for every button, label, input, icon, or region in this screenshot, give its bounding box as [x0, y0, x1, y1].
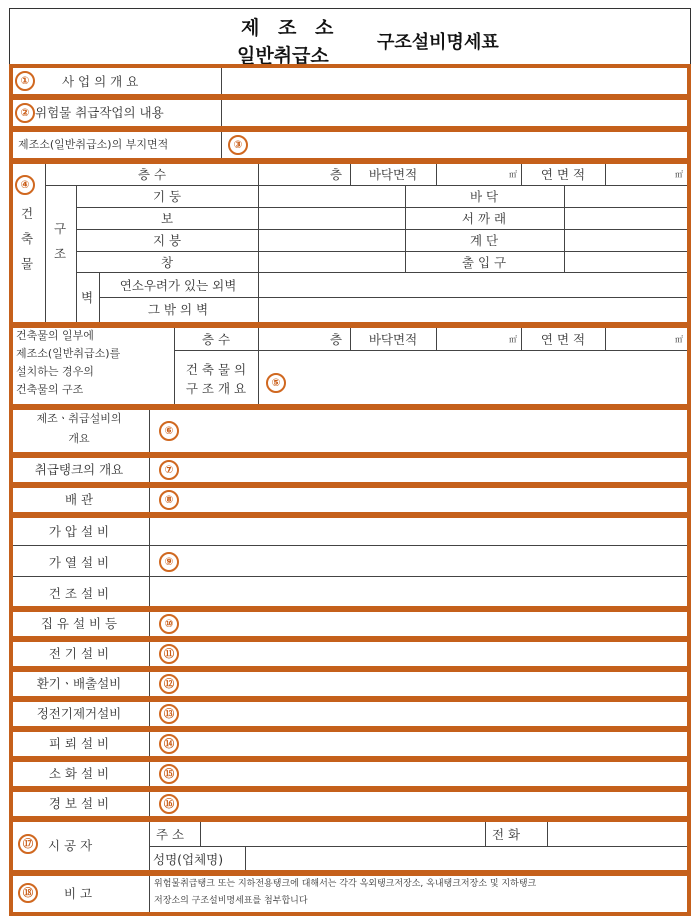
side-label-building-2: 축: [21, 231, 34, 246]
label-wall: 벽: [81, 290, 94, 305]
label-fire-extinguishing: 소 화 설 비: [48, 766, 110, 781]
label-equipment-1: 제조ㆍ취급설비의: [36, 412, 122, 425]
marker-10: ⑩: [159, 614, 179, 634]
marker-15: ⑮: [159, 764, 179, 784]
label-floor-area: 바닥면적: [368, 167, 418, 182]
unit-floor: 층: [330, 167, 343, 182]
label-lightning: 피 뢰 설 비: [48, 736, 110, 751]
marker-12: ⑫: [159, 674, 179, 694]
label-work-content: 위험물 취급작업의 내용: [35, 105, 164, 120]
label-contractor: 시 공 자: [48, 838, 93, 853]
label-tank-overview: 취급탱크의 개요: [34, 462, 124, 477]
label-floor: 바 닥: [469, 189, 499, 204]
marker-9: ⑨: [159, 552, 179, 572]
label-business-overview: 사 업 의 개 요: [62, 74, 139, 89]
label-partial-4: 건축물의 구조: [16, 383, 84, 396]
marker-13: ⑬: [159, 704, 179, 724]
marker-17: ⑰: [18, 834, 38, 854]
label-entrance: 출 입 구: [461, 255, 507, 270]
row-fire-extinguishing: [9, 758, 691, 790]
label-equipment-2: 개요: [68, 432, 90, 445]
marker-18: ⑱: [18, 883, 38, 903]
label-beam: 보: [160, 211, 174, 226]
marker-11: ⑪: [159, 644, 179, 664]
sub-label-structure-2: 조: [54, 246, 67, 261]
label-structure-2: 구 조 개 요: [185, 381, 247, 396]
label-ventilation: 환기ㆍ배출설비: [36, 676, 122, 691]
remarks-note-2: 저장소의 구조설비명세표를 첨부합니다: [154, 896, 308, 906]
marker-8: ⑧: [159, 490, 179, 510]
marker-1: ①: [15, 71, 35, 91]
label-pressure: 가 압 설 비: [48, 524, 110, 539]
label-stairs: 계 단: [469, 233, 499, 248]
label-window: 창: [160, 255, 174, 270]
unit-area-2: ㎡: [509, 335, 517, 344]
side-label-building-3: 물: [21, 256, 34, 271]
form-title: 구조설비명세표: [377, 32, 499, 53]
label-floors-2: 층 수: [201, 332, 231, 347]
remarks-note-1: 위험물취급탱크 또는 지하전용탱크에 대해서는 각각 옥외탱크저장소, 옥내탱크저장소 및 지하탱크: [154, 879, 537, 889]
label-partial-1: 건축물의 일부에: [16, 329, 94, 342]
marker-14: ⑭: [159, 734, 179, 754]
label-partial-2: 제조소(일반취급소)를: [16, 347, 121, 360]
label-floors: 층 수: [137, 167, 167, 182]
label-structure-1: 건 축 물 의: [185, 362, 247, 377]
marker-4: ④: [15, 175, 35, 195]
row-lightning: [9, 728, 691, 760]
label-phone: 전 화: [492, 827, 521, 842]
label-address: 주 소: [156, 827, 185, 842]
label-oil-collection: 집 유 설 비 등: [40, 616, 118, 631]
label-floor-area-2: 바닥면적: [368, 332, 418, 347]
unit-area: ㎡: [509, 170, 517, 179]
header-facility-type-2: 일반취급소: [237, 45, 329, 67]
label-roof: 지 붕: [152, 233, 182, 248]
unit-total-area: ㎡: [675, 170, 683, 179]
label-heating: 가 열 설 비: [48, 555, 110, 570]
label-electrical: 전 기 설 비: [48, 646, 110, 661]
label-alarm: 경 보 설 비: [48, 796, 110, 811]
unit-total-area-2: ㎡: [675, 335, 683, 344]
label-name: 성명(업체명): [153, 852, 224, 867]
sub-label-structure-1: 구: [54, 221, 67, 236]
unit-floor-2: 층: [330, 332, 343, 347]
label-partial-3: 설치하는 경우의: [16, 365, 94, 378]
label-total-area: 연 면 적: [540, 167, 586, 182]
marker-6: ⑥: [159, 421, 179, 441]
row-piping: [9, 484, 691, 516]
label-fire-wall: 연소우려가 있는 외벽: [119, 278, 237, 293]
label-drying: 건 조 설 비: [48, 586, 110, 601]
side-label-building-1: 건: [21, 206, 34, 221]
form-header: [9, 8, 691, 65]
marker-5: ⑤: [266, 373, 286, 393]
label-remarks: 비 고: [64, 886, 93, 901]
marker-16: ⑯: [159, 794, 179, 814]
label-site-area: 제조소(일반취급소)의 부지면적: [18, 138, 169, 151]
header-facility-type-1: 제 조 소: [241, 17, 340, 39]
row-alarm: [9, 788, 691, 820]
row-electrical: [9, 638, 691, 670]
label-rafter: 서 까 래: [461, 211, 507, 226]
label-total-area-2: 연 면 적: [540, 332, 586, 347]
row-pressure-heating-drying: [9, 514, 691, 610]
label-static-removal: 정전기제거설비: [36, 706, 122, 721]
marker-3: ③: [228, 135, 248, 155]
marker-7: ⑦: [159, 460, 179, 480]
label-pillar: 기 둥: [152, 189, 182, 204]
marker-2: ②: [15, 103, 35, 123]
label-other-wall: 그 밖 의 벽: [147, 302, 209, 317]
label-piping: 배 관: [64, 492, 94, 507]
